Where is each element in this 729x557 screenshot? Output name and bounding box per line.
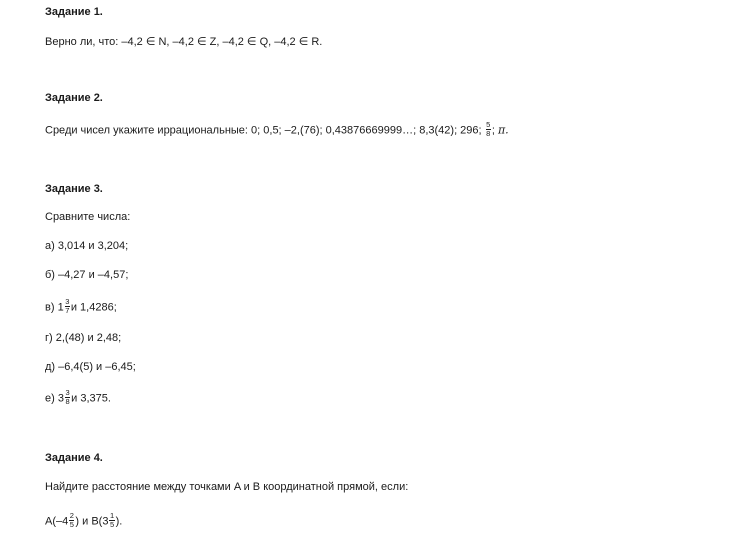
task-3-item-v-fraction — [65, 298, 70, 315]
point-b-suffix: ). — [115, 515, 123, 528]
task-3-item-e — [45, 390, 111, 407]
fraction-denominator: 5 — [109, 520, 115, 529]
task-3-item-e-fraction — [65, 389, 70, 406]
task-3-item-g: г) 2,(48) и 2,48; — [45, 332, 122, 344]
task-4-heading: Задание 4. — [45, 452, 103, 464]
task-2-text — [45, 122, 509, 139]
fraction-denominator: 8 — [486, 129, 491, 138]
task-2-heading: Задание 2. — [45, 92, 103, 104]
fraction-numerator: 1 — [109, 511, 115, 520]
task-2-text-after: ; — [491, 124, 495, 137]
task-1-heading: Задание 1. — [45, 6, 103, 18]
task-4-text: Найдите расстояние между точками A и B координатной прямой, если: — [45, 481, 409, 493]
fraction-denominator: 7 — [65, 306, 70, 315]
fraction-numerator: 3 — [65, 297, 70, 306]
task-3-item-v — [45, 299, 117, 316]
task-3-item-b: б) –4,27 и –4,57; — [45, 269, 129, 281]
task-3-item-e-prefix: е) 3 — [45, 392, 64, 405]
task-3-heading: Задание 3. — [45, 183, 103, 195]
fraction-denominator: 8 — [65, 397, 70, 406]
task-4-points — [45, 513, 122, 530]
point-a-prefix: A(–4 — [45, 515, 69, 528]
fraction-numerator: 5 — [486, 120, 491, 129]
fraction-numerator: 2 — [69, 511, 74, 520]
task-2-fraction — [486, 121, 491, 138]
point-b-prefix: ) и B(3 — [75, 515, 109, 528]
fraction-denominator: 5 — [69, 520, 74, 529]
task-3-item-e-suffix: и 3,375. — [71, 392, 111, 405]
task-2-text-before: Среди чисел укажите иррациональные: 0; 0,5; –2,(76); 0,43876669999…; 8,3(42); 296; — [45, 124, 482, 137]
task-3-intro: Сравните числа: — [45, 211, 131, 223]
fraction-numerator: 3 — [65, 388, 70, 397]
task-1-text: Верно ли, что: –4,2 ∈ N, –4,2 ∈ Z, –4,2 ∈ Q, –4,2 ∈ R. — [45, 36, 323, 48]
task-3-item-v-prefix: в) 1 — [45, 301, 64, 314]
task-3-item-a: а) 3,014 и 3,204; — [45, 240, 129, 252]
task-3-item-v-suffix: и 1,4286; — [70, 301, 117, 314]
point-a-fraction — [69, 512, 74, 529]
point-b-fraction — [109, 512, 114, 529]
pi-symbol: π. — [497, 123, 509, 137]
task-3-item-d: д) –6,4(5) и –6,45; — [45, 361, 136, 373]
